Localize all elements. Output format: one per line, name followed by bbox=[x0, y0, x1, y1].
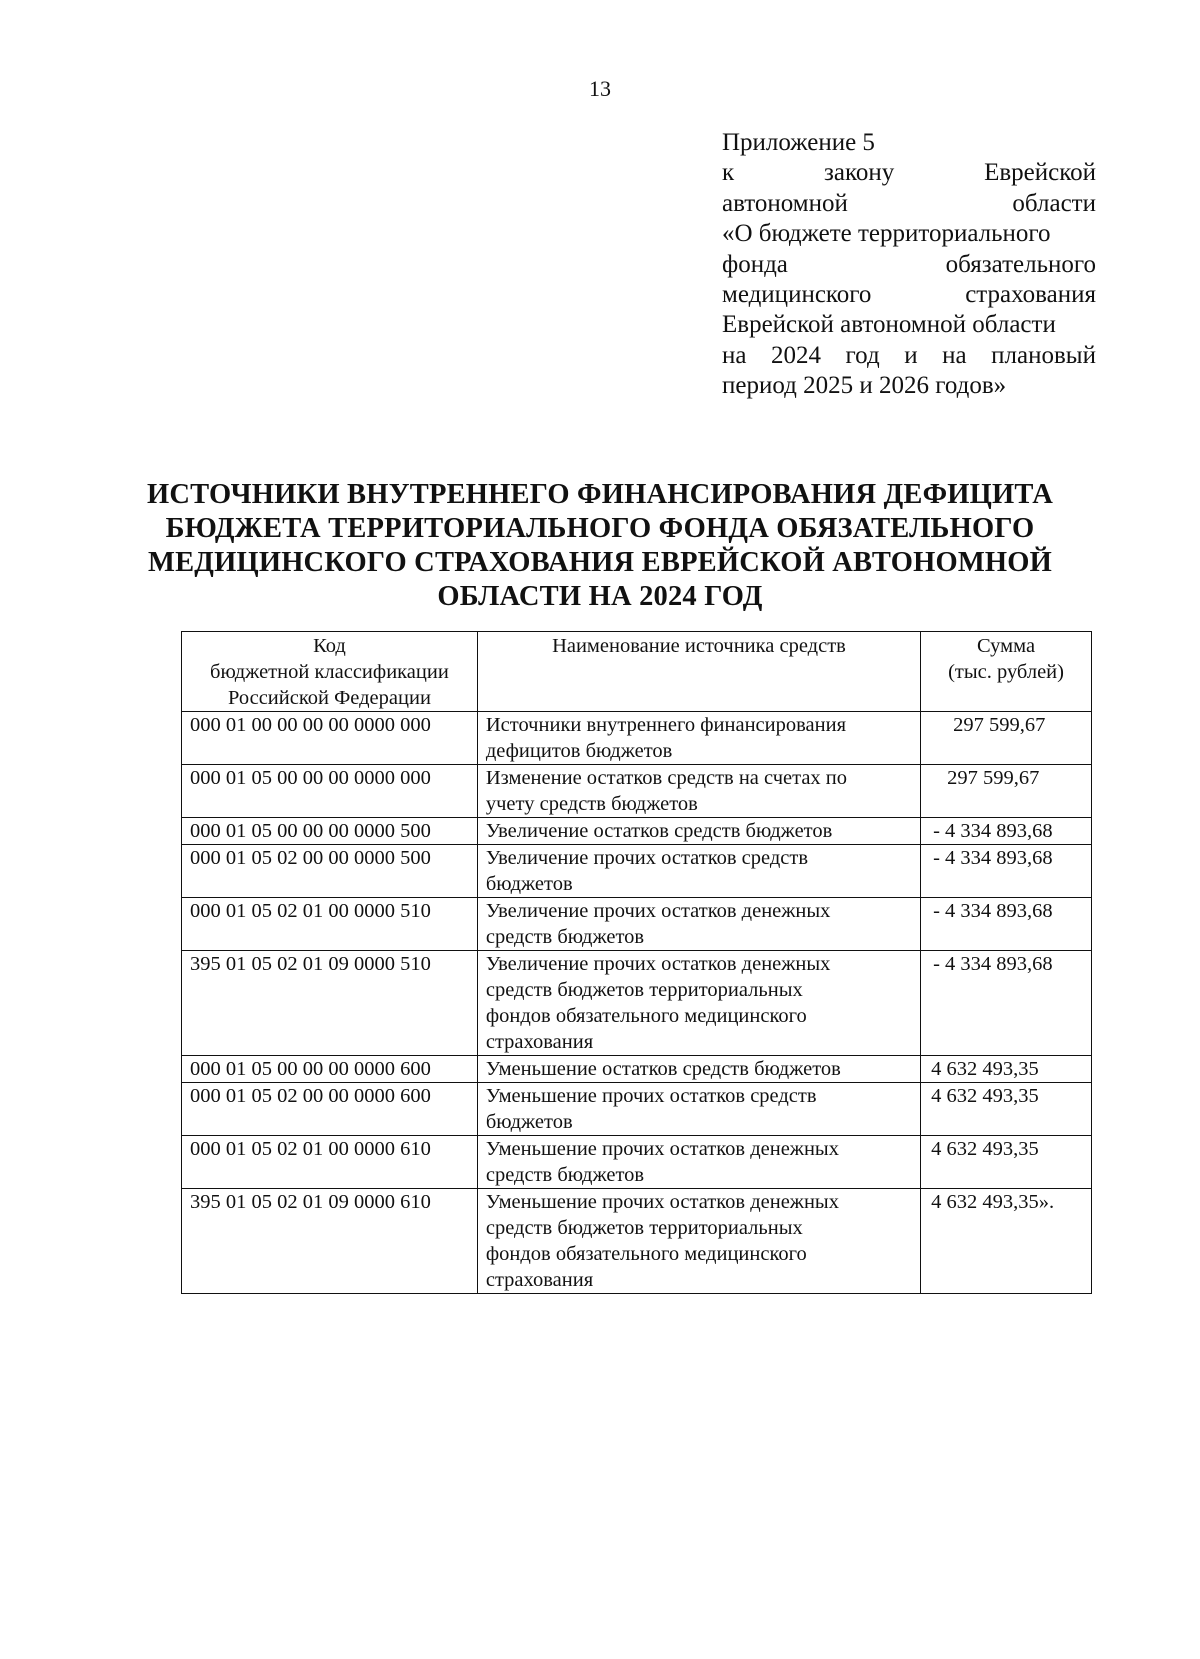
source-name-line: Увеличение остатков средств бюджетов bbox=[485, 820, 833, 842]
header-sum bbox=[921, 632, 1092, 712]
appendix-line: «О бюджете территориального bbox=[722, 220, 1051, 248]
budget-code-cell: 000 01 05 00 00 00 0000 500 bbox=[182, 818, 478, 845]
source-name-cell bbox=[477, 845, 920, 898]
source-name-line: средств бюджетов bbox=[485, 1164, 645, 1186]
budget-code-cell: 000 01 05 02 00 00 0000 600 bbox=[182, 1083, 478, 1136]
table-row bbox=[182, 951, 1092, 1056]
appendix-word: Еврейской bbox=[984, 159, 1096, 187]
source-name-line: дефицитов бюджетов bbox=[485, 740, 673, 762]
source-name-line: Увеличение прочих остатков денежных bbox=[485, 953, 831, 975]
appendix-word: к bbox=[722, 159, 735, 187]
title-line: ИСТОЧНИКИ ВНУТРЕННЕГО ФИНАНСИРОВАНИЯ ДЕФИЦИТА bbox=[147, 479, 1053, 510]
appendix-block bbox=[722, 128, 1096, 402]
source-name-line: Уменьшение остатков средств бюджетов bbox=[485, 1058, 841, 1080]
budget-code-cell: 000 01 00 00 00 00 0000 000 bbox=[182, 712, 478, 765]
source-name-line: Увеличение прочих остатков средств bbox=[485, 847, 809, 869]
source-name-line: средств бюджетов территориальных bbox=[485, 979, 803, 1001]
source-name-line: Увеличение прочих остатков денежных bbox=[485, 900, 831, 922]
table-body bbox=[182, 712, 1092, 1294]
title-line: БЮДЖЕТА ТЕРРИТОРИАЛЬНОГО ФОНДА ОБЯЗАТЕЛЬНОГО bbox=[165, 513, 1035, 544]
table-row bbox=[182, 712, 1092, 765]
table-row bbox=[182, 1056, 1092, 1083]
table-row bbox=[182, 1136, 1092, 1189]
header-line: Сумма bbox=[977, 635, 1036, 657]
source-name-line: средств бюджетов bbox=[485, 926, 645, 948]
appendix-line bbox=[722, 280, 1096, 310]
source-name-cell bbox=[477, 712, 920, 765]
appendix-word: области bbox=[1012, 189, 1096, 217]
appendix-word: страхования bbox=[965, 281, 1096, 309]
budget-code-cell: 000 01 05 02 01 00 0000 610 bbox=[182, 1136, 478, 1189]
source-name-line: бюджетов bbox=[485, 1111, 573, 1133]
appendix-word: год bbox=[845, 341, 880, 369]
appendix-word: и bbox=[904, 341, 918, 369]
source-name-line: Источники внутреннего финансирования bbox=[485, 714, 847, 736]
budget-code-cell: 000 01 05 00 00 00 0000 600 bbox=[182, 1056, 478, 1083]
page-number: 13 bbox=[589, 76, 611, 101]
source-name-cell bbox=[477, 765, 920, 818]
budget-code-cell: 000 01 05 02 00 00 0000 500 bbox=[182, 845, 478, 898]
title-line: МЕДИЦИНСКОГО СТРАХОВАНИЯ ЕВРЕЙСКОЙ АВТОНОМНОЙ bbox=[147, 547, 1053, 578]
amount-cell: 4 632 493,35 bbox=[921, 1136, 1092, 1189]
amount-cell: - 4 334 893,68 bbox=[921, 845, 1092, 898]
amount-cell: - 4 334 893,68 bbox=[921, 951, 1092, 1056]
header-code bbox=[182, 632, 478, 712]
appendix-line bbox=[722, 189, 1096, 219]
appendix-line: Приложение 5 bbox=[722, 129, 875, 156]
appendix-word: автономной bbox=[722, 189, 848, 217]
appendix-word: обязательного bbox=[945, 250, 1096, 278]
source-name-cell bbox=[477, 951, 920, 1056]
amount-cell: 297 599,67 bbox=[921, 712, 1092, 765]
source-name-cell bbox=[477, 1056, 920, 1083]
source-name-line: фондов обязательного медицинского bbox=[485, 1005, 807, 1027]
source-name-cell bbox=[477, 818, 920, 845]
source-name-cell bbox=[477, 898, 920, 951]
amount-cell: - 4 334 893,68 bbox=[921, 898, 1092, 951]
source-name-cell bbox=[477, 1083, 920, 1136]
source-name-cell bbox=[477, 1189, 920, 1294]
table-row bbox=[182, 818, 1092, 845]
source-name-line: фондов обязательного медицинского bbox=[485, 1243, 807, 1265]
budget-code-cell: 000 01 05 02 01 00 0000 510 bbox=[182, 898, 478, 951]
amount-cell: 4 632 493,35 bbox=[921, 1056, 1092, 1083]
appendix-line: период 2025 и 2026 годов» bbox=[722, 372, 1007, 400]
amount-cell: 297 599,67 bbox=[921, 765, 1092, 818]
source-name-line: страхования bbox=[485, 1269, 594, 1291]
budget-code-cell: 395 01 05 02 01 09 0000 510 bbox=[182, 951, 478, 1056]
amount-cell: 4 632 493,35». bbox=[921, 1189, 1092, 1294]
source-name-cell bbox=[477, 1136, 920, 1189]
appendix-word: медицинского bbox=[722, 281, 872, 309]
financing-sources-table bbox=[181, 631, 1092, 1294]
header-line: (тыс. рублей) bbox=[948, 661, 1064, 683]
table-row bbox=[182, 1083, 1092, 1136]
source-name-line: страхования bbox=[485, 1031, 594, 1053]
source-name-line: Уменьшение прочих остатков средств bbox=[485, 1085, 817, 1107]
budget-code-cell: 000 01 05 00 00 00 0000 000 bbox=[182, 765, 478, 818]
appendix-line bbox=[722, 158, 1096, 188]
source-name-line: средств бюджетов территориальных bbox=[485, 1217, 803, 1239]
table-header-row bbox=[182, 632, 1092, 712]
source-name-line: учету средств бюджетов bbox=[485, 793, 698, 815]
table-row bbox=[182, 765, 1092, 818]
appendix-word: закону bbox=[824, 159, 895, 187]
appendix-word: фонда bbox=[722, 250, 788, 278]
table-row bbox=[182, 1189, 1092, 1294]
source-name-line: Изменение остатков средств на счетах по bbox=[485, 767, 848, 789]
source-name-line: Уменьшение прочих остатков денежных bbox=[485, 1138, 839, 1160]
document-title bbox=[140, 478, 1060, 614]
appendix-word: на bbox=[722, 341, 747, 369]
table-row bbox=[182, 845, 1092, 898]
header-name bbox=[477, 632, 920, 712]
appendix-word: на bbox=[942, 341, 967, 369]
amount-cell: - 4 334 893,68 bbox=[921, 818, 1092, 845]
appendix-word: 2024 bbox=[771, 341, 822, 369]
amount-cell: 4 632 493,35 bbox=[921, 1083, 1092, 1136]
header-line: Российской Федерации bbox=[227, 687, 431, 709]
source-name-line: Уменьшение прочих остатков денежных bbox=[485, 1191, 839, 1213]
source-name-line: бюджетов bbox=[485, 873, 573, 895]
header-line: Наименование источника средств bbox=[552, 635, 846, 657]
appendix-line bbox=[722, 341, 1096, 371]
title-line: ОБЛАСТИ НА 2024 ГОД bbox=[437, 581, 763, 612]
header-line: Код bbox=[313, 635, 346, 657]
appendix-word: плановый bbox=[991, 341, 1096, 369]
budget-code-cell: 395 01 05 02 01 09 0000 610 bbox=[182, 1189, 478, 1294]
appendix-line: Еврейской автономной области bbox=[722, 311, 1056, 339]
appendix-line bbox=[722, 250, 1096, 280]
header-line: бюджетной классификации bbox=[210, 661, 449, 683]
table-row bbox=[182, 898, 1092, 951]
